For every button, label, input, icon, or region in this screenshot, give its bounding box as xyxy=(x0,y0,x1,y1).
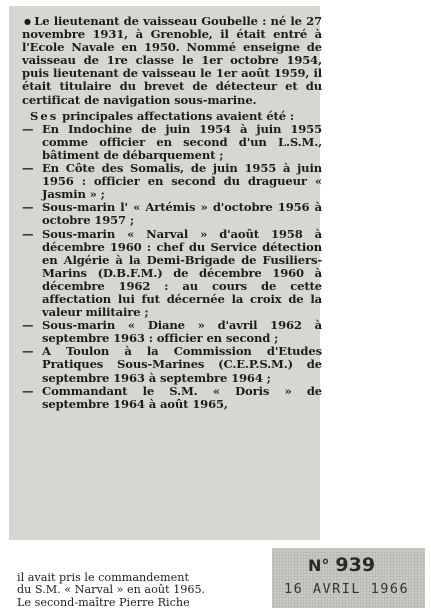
continuation-line: Le second-maître Pierre Riche xyxy=(17,595,190,608)
list-dash: — xyxy=(22,121,34,136)
list-dash: — xyxy=(22,344,34,359)
issue-value: 939 xyxy=(335,554,376,576)
list-item xyxy=(22,228,322,320)
list-item-text: Sous-marin l' « Artémis » d'octobre 1956 à octobre 1957 ; xyxy=(42,200,322,228)
list-item-text: En Côte des Somalis, de juin 1955 à juin 1956 : officier en second du dragueur « Jasmin » ; xyxy=(42,161,322,202)
list-item-text: Sous-marin « Narval » d'août 1958 à décembre 1960 : chef du Service détection en Algérie à la Demi-Brigade de Fusiliers-Marins (D.B.F.M.) de décembre 1960 à décembre 1962 : au cours de cette affectation lui fut décernée la croix de la valeur militaire ; xyxy=(42,226,322,320)
article-clipping xyxy=(9,6,320,540)
continuation-line: du S.M. « Narval » en août 1965. xyxy=(17,583,206,597)
continuation-line: il avait pris le commandement xyxy=(17,571,189,584)
heading-rest: principales affectations avaient été : xyxy=(62,108,295,123)
article-column xyxy=(22,15,322,411)
list-item-text: En Indochine de juin 1954 à juin 1955 comme officier en second d'un L.S.M., bâtiment de débarquement ; xyxy=(42,121,322,162)
list-item xyxy=(22,385,322,411)
intro-text: Le lieutenant de vaisseau Goubelle : né le 27 novembre 1931, à Grenoble, il était entré à l'Ecole Navale en 1950. Nommé enseigne de vaisseau de 1re classe le 1er octobre 1954, puis lieutenant de vaisseau le 1er août 1959, il était titulaire du brevet de détecteur et du certificat de navigation sous-marine. xyxy=(22,14,322,107)
continuation-text xyxy=(17,572,262,608)
issue-prefix: N° xyxy=(308,556,330,575)
issue-number xyxy=(308,554,375,576)
bullet-icon: ● xyxy=(24,16,32,26)
list-dash: — xyxy=(22,383,34,398)
issue-stamp xyxy=(272,548,425,608)
list-dash: — xyxy=(22,161,34,176)
list-dash: — xyxy=(22,226,34,241)
issue-date: 16 AVRIL 1966 xyxy=(284,581,410,597)
list-item xyxy=(22,319,322,345)
list-dash: — xyxy=(22,318,34,333)
list-item xyxy=(22,345,322,384)
list-item xyxy=(22,123,322,162)
list-item-text: Commandant le S.M. « Doris » de septembre 1964 à août 1965, xyxy=(42,383,322,411)
list-dash: — xyxy=(22,200,34,215)
list-item xyxy=(22,162,322,201)
list-item-text: Sous-marin « Diane » d'avril 1962 à septembre 1963 : officier en second ; xyxy=(42,318,322,346)
heading-first-word: Ses xyxy=(30,108,59,123)
list-item-text: A Toulon à la Commission d'Etudes Pratiques Sous-Marines (C.E.P.S.M.) de septembre 1963 à septembre 1964 ; xyxy=(42,344,322,385)
intro-paragraph xyxy=(22,15,322,107)
list-item xyxy=(22,201,322,227)
